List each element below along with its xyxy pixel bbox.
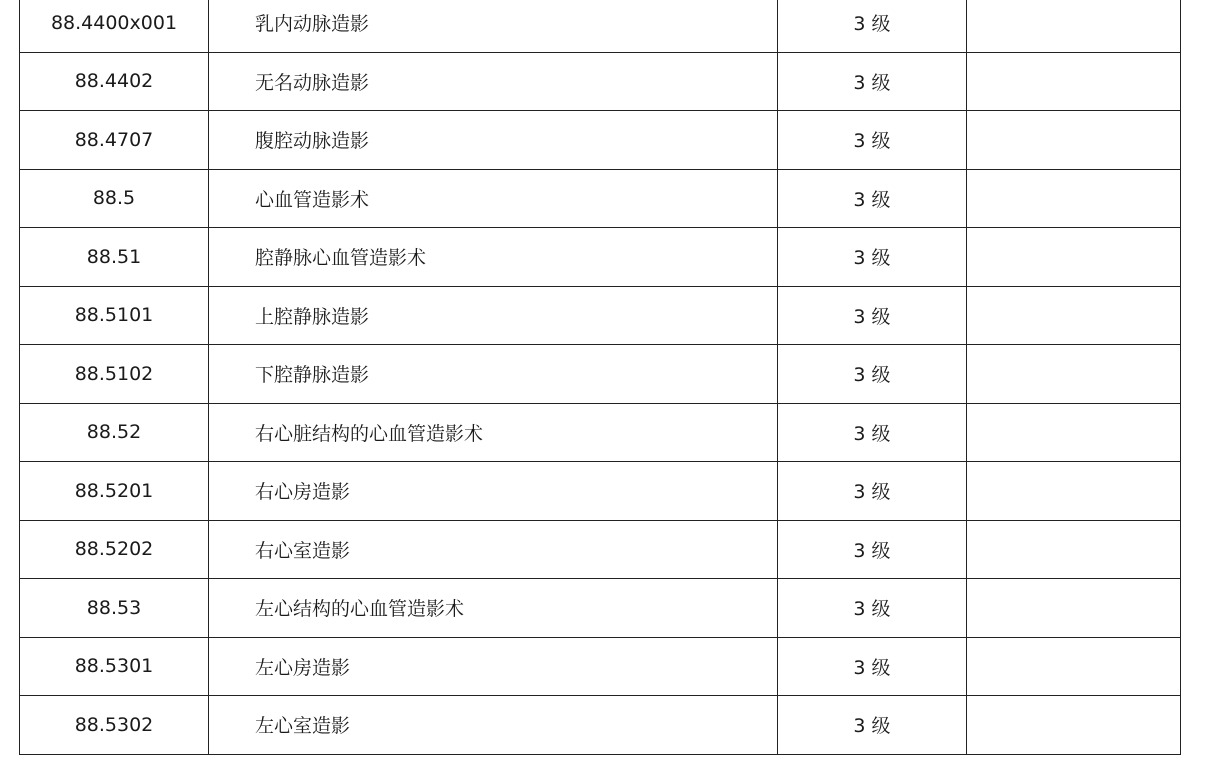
procedure-level: 3 级 bbox=[778, 228, 967, 287]
table-row bbox=[20, 403, 1181, 462]
table-row bbox=[20, 462, 1181, 521]
procedure-level: 3 级 bbox=[778, 462, 967, 521]
procedure-note bbox=[967, 637, 1181, 696]
table-row bbox=[20, 637, 1181, 696]
table-row bbox=[20, 228, 1181, 287]
procedure-name: 心血管造影术 bbox=[209, 169, 778, 228]
table-row bbox=[20, 286, 1181, 345]
procedure-level: 3 级 bbox=[778, 0, 967, 52]
table-body bbox=[20, 0, 1181, 754]
procedure-note bbox=[967, 520, 1181, 579]
procedure-name: 右心室造影 bbox=[209, 520, 778, 579]
procedure-note bbox=[967, 696, 1181, 755]
procedure-name: 上腔静脉造影 bbox=[209, 286, 778, 345]
procedure-note bbox=[967, 0, 1181, 52]
procedure-name: 右心房造影 bbox=[209, 462, 778, 521]
procedure-level: 3 级 bbox=[778, 345, 967, 404]
procedure-note bbox=[967, 111, 1181, 170]
procedure-note bbox=[967, 579, 1181, 638]
table-row bbox=[20, 345, 1181, 404]
procedure-name: 腹腔动脉造影 bbox=[209, 111, 778, 170]
procedure-note bbox=[967, 169, 1181, 228]
table-row bbox=[20, 696, 1181, 755]
procedure-code: 88.51 bbox=[20, 228, 209, 287]
procedure-code: 88.5302 bbox=[20, 696, 209, 755]
procedure-level: 3 级 bbox=[778, 286, 967, 345]
table-row bbox=[20, 52, 1181, 111]
procedure-name: 下腔静脉造影 bbox=[209, 345, 778, 404]
procedure-name: 腔静脉心血管造影术 bbox=[209, 228, 778, 287]
procedure-table bbox=[19, 0, 1181, 755]
table-row bbox=[20, 0, 1181, 52]
procedure-level: 3 级 bbox=[778, 403, 967, 462]
procedure-code: 88.5301 bbox=[20, 637, 209, 696]
procedure-note bbox=[967, 228, 1181, 287]
procedure-code: 88.5202 bbox=[20, 520, 209, 579]
table-row bbox=[20, 111, 1181, 170]
procedure-name: 乳内动脉造影 bbox=[209, 0, 778, 52]
procedure-note bbox=[967, 462, 1181, 521]
procedure-code: 88.4707 bbox=[20, 111, 209, 170]
procedure-code: 88.5102 bbox=[20, 345, 209, 404]
procedure-code: 88.4400x001 bbox=[20, 0, 209, 52]
procedure-note bbox=[967, 52, 1181, 111]
procedure-level: 3 级 bbox=[778, 111, 967, 170]
procedure-level: 3 级 bbox=[778, 52, 967, 111]
procedure-name: 无名动脉造影 bbox=[209, 52, 778, 111]
procedure-code: 88.53 bbox=[20, 579, 209, 638]
procedure-note bbox=[967, 403, 1181, 462]
procedure-name: 左心房造影 bbox=[209, 637, 778, 696]
procedure-level: 3 级 bbox=[778, 637, 967, 696]
procedure-code: 88.5101 bbox=[20, 286, 209, 345]
procedure-name: 左心结构的心血管造影术 bbox=[209, 579, 778, 638]
procedure-level: 3 级 bbox=[778, 169, 967, 228]
procedure-code: 88.5201 bbox=[20, 462, 209, 521]
procedure-code: 88.52 bbox=[20, 403, 209, 462]
table-row bbox=[20, 579, 1181, 638]
procedure-note bbox=[967, 286, 1181, 345]
procedure-name: 左心室造影 bbox=[209, 696, 778, 755]
procedure-level: 3 级 bbox=[778, 696, 967, 755]
procedure-level: 3 级 bbox=[778, 520, 967, 579]
procedure-level: 3 级 bbox=[778, 579, 967, 638]
table-row bbox=[20, 520, 1181, 579]
procedure-name: 右心脏结构的心血管造影术 bbox=[209, 403, 778, 462]
procedure-code: 88.5 bbox=[20, 169, 209, 228]
procedure-note bbox=[967, 345, 1181, 404]
procedure-code: 88.4402 bbox=[20, 52, 209, 111]
table-row bbox=[20, 169, 1181, 228]
